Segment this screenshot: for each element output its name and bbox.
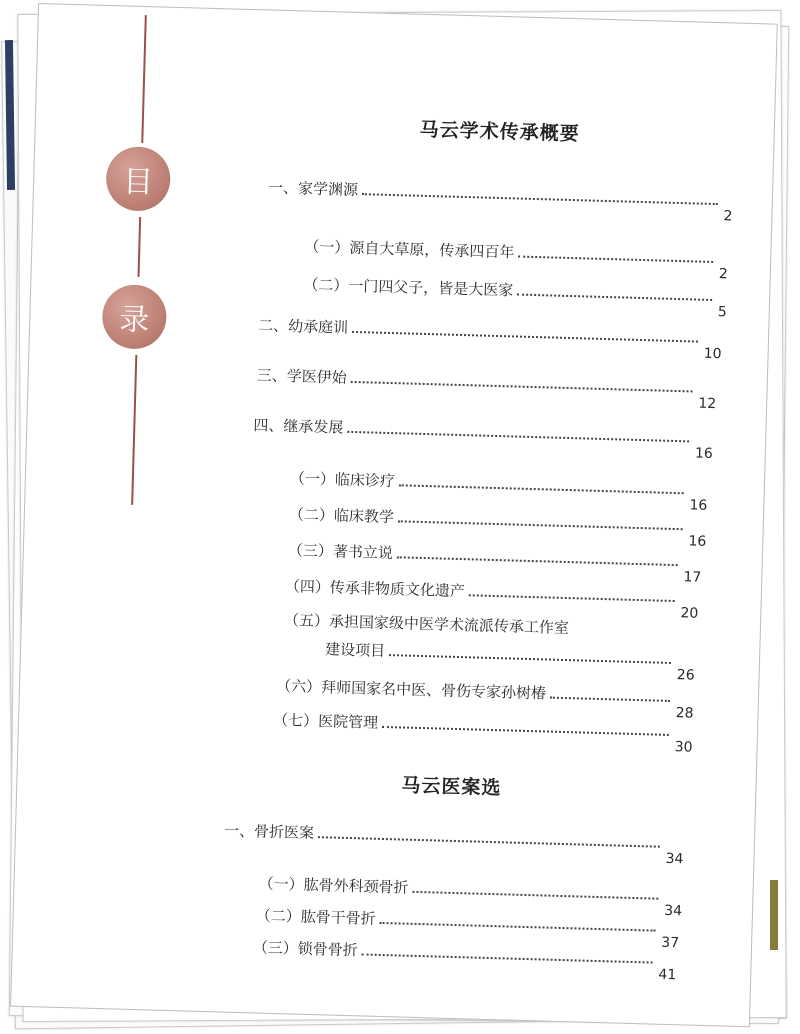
leader-dots — [412, 891, 658, 900]
toc-entry[interactable] — [324, 638, 695, 684]
toc-entry[interactable] — [288, 503, 707, 550]
decorative-line-middle — [138, 217, 142, 277]
toc-entry-label: （三）锁骨骨折 — [252, 938, 359, 960]
leader-dots — [318, 836, 660, 848]
decorative-line-top — [141, 15, 147, 143]
toc-entry-label: 三、学医伊始 — [256, 366, 348, 387]
toc-entry-page: 16 — [689, 497, 708, 514]
toc-entry-page: 17 — [683, 569, 702, 586]
toc-page — [10, 3, 778, 1027]
leader-dots — [397, 556, 678, 566]
toc-entry-label: 二、幼承庭训 — [257, 316, 349, 337]
leader-dots — [347, 431, 689, 443]
toc-entry-page: 34 — [663, 902, 683, 920]
toc-entry-page: 37 — [661, 934, 680, 952]
toc-char-mu: 目 — [122, 164, 154, 201]
leader-dots — [352, 331, 698, 343]
toc-entry-label-cont: 建设项目 — [324, 640, 386, 660]
toc-entry-label-multiline[interactable]: （五）承担国家级中医学术流派传承工作室 — [283, 611, 570, 638]
section-title-1: 马云学术传承概要 — [419, 118, 580, 146]
toc-entry-label: （二）临床教学 — [288, 505, 395, 527]
toc-entry-page: 2 — [718, 266, 729, 283]
toc-entry-label: 四、继承发展 — [253, 416, 344, 437]
toc-entry[interactable] — [256, 364, 717, 413]
toc-entry-label: （一）源自大草原，传承四百年 — [304, 237, 515, 262]
toc-entry-label: （二）一门四父子，皆是大医家 — [303, 275, 514, 300]
toc-entry-page: 16 — [688, 533, 707, 550]
toc-entry-page: 2 — [723, 208, 733, 225]
leader-dots — [518, 256, 713, 263]
toc-entry-label: 一、家学渊源 — [267, 178, 359, 200]
toc-entry[interactable] — [304, 236, 729, 283]
toc-entry[interactable] — [287, 539, 702, 586]
toc-entry-page: 28 — [675, 705, 694, 722]
toc-entry-page: 16 — [694, 445, 714, 463]
toc-entry-page: 5 — [717, 304, 727, 321]
toc-entry-label: （一）临床诊疗 — [289, 469, 396, 491]
leader-dots — [362, 193, 718, 205]
toc-entry-label: （七）医院管理 — [272, 710, 379, 732]
toc-entry-page: 26 — [676, 667, 695, 684]
toc-entry[interactable] — [303, 274, 727, 321]
toc-entry-page: 41 — [658, 966, 677, 984]
toc-entry[interactable] — [272, 709, 693, 756]
toc-entry-label: （二）肱骨干骨折 — [255, 906, 376, 928]
toc-entry-page: 34 — [665, 850, 684, 868]
toc-entry[interactable] — [284, 575, 699, 622]
section-title-2: 马云医案选 — [401, 774, 502, 800]
leader-dots — [398, 520, 683, 530]
leader-dots — [517, 294, 712, 301]
toc-entry[interactable] — [223, 820, 684, 868]
toc-circle-top — [105, 146, 171, 212]
toc-entry[interactable] — [289, 467, 708, 514]
toc-entry-page: 10 — [703, 345, 722, 363]
leader-dots — [389, 654, 671, 664]
toc-char-lu: 录 — [118, 302, 150, 339]
book-cover-edge-bottom — [770, 880, 778, 950]
toc-entry-page: 30 — [674, 739, 693, 756]
toc-circle-bottom — [102, 284, 168, 350]
leader-dots — [469, 594, 675, 602]
leader-dots — [550, 697, 670, 702]
toc-entry-label: （一）肱骨外科颈骨折 — [258, 874, 409, 897]
toc-entry[interactable] — [252, 934, 680, 984]
leader-dots — [351, 381, 693, 393]
toc-entry[interactable] — [257, 314, 722, 363]
leader-dots — [380, 922, 656, 932]
decorative-line-bottom — [131, 355, 137, 505]
toc-entry-label: （六）拜师国家名中医、骨伤专家孙树椿 — [275, 676, 547, 703]
toc-entry-page: 12 — [698, 395, 717, 413]
leader-dots — [362, 953, 653, 963]
toc-entry-label: （四）传承非物质文化遗产 — [284, 577, 466, 601]
toc-entry[interactable] — [253, 414, 714, 463]
leader-dots — [399, 484, 684, 494]
toc-entry-page: 20 — [680, 605, 699, 622]
toc-entry[interactable] — [267, 177, 733, 225]
toc-entry-label: （三）著书立说 — [287, 541, 394, 563]
leader-dots — [382, 726, 669, 736]
toc-entry-label: 一、骨折医案 — [223, 821, 315, 843]
